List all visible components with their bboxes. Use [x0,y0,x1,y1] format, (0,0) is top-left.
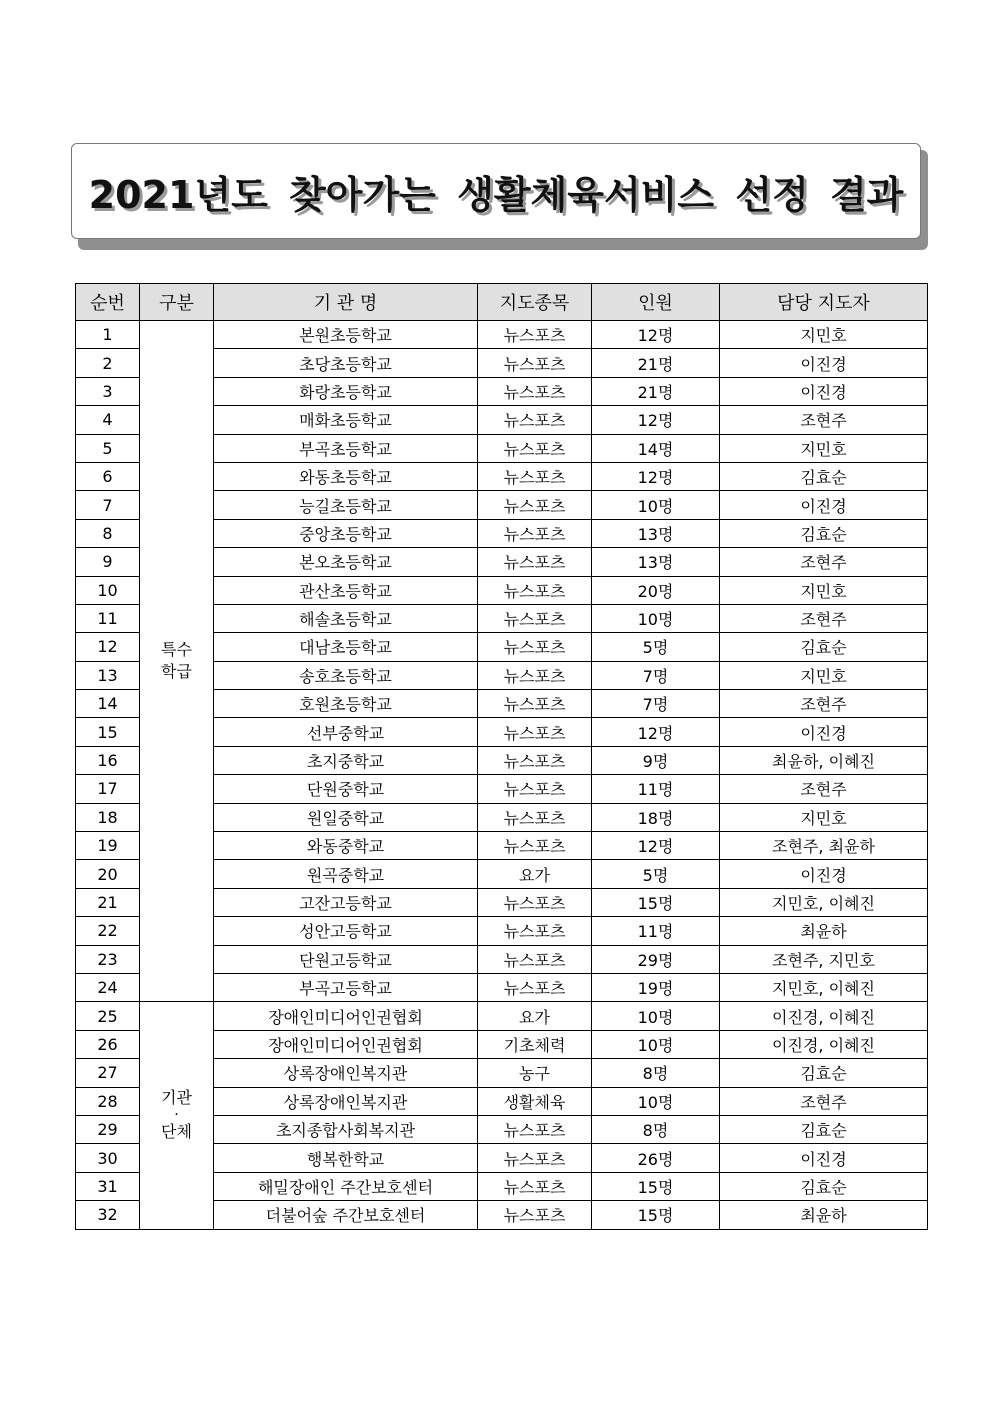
cell-organization: 매화초등학교 [214,406,478,434]
cell-no: 12 [76,633,140,661]
cell-no: 26 [76,1030,140,1058]
cell-leader: 지민호 [720,661,928,689]
header-category: 구분 [140,284,214,321]
cell-count: 21명 [592,377,720,405]
category-separator: · [174,1107,179,1124]
cell-no: 32 [76,1201,140,1229]
cell-leader: 김효순 [720,519,928,547]
cell-sport: 뉴스포츠 [478,945,592,973]
cell-sport: 뉴스포츠 [478,406,592,434]
cell-leader: 조현주 [720,548,928,576]
cell-no: 19 [76,832,140,860]
cell-count: 11명 [592,775,720,803]
cell-organization: 본오초등학교 [214,548,478,576]
cell-count: 10명 [592,491,720,519]
cell-organization: 행복한학교 [214,1144,478,1172]
cell-leader: 최윤하 [720,917,928,945]
cell-count: 12명 [592,832,720,860]
cell-count: 5명 [592,860,720,888]
cell-no: 10 [76,576,140,604]
cell-no: 29 [76,1115,140,1143]
cell-no: 13 [76,661,140,689]
page-title: 2021년도 찾아가는 생활체육서비스 선정 결과 [88,172,904,217]
cell-sport: 요가 [478,860,592,888]
cell-sport: 뉴스포츠 [478,775,592,803]
cell-sport: 뉴스포츠 [478,576,592,604]
header-count: 인원 [592,284,720,321]
cell-count: 5명 [592,633,720,661]
cell-organization: 와동중학교 [214,832,478,860]
cell-leader: 지민호 [720,434,928,462]
cell-sport: 뉴스포츠 [478,1144,592,1172]
cell-organization: 단원중학교 [214,775,478,803]
cell-sport: 뉴스포츠 [478,1115,592,1143]
cell-leader: 김효순 [720,633,928,661]
cell-no: 15 [76,718,140,746]
cell-count: 7명 [592,661,720,689]
cell-category [140,1002,214,1229]
cell-count: 12명 [592,406,720,434]
cell-sport: 뉴스포츠 [478,491,592,519]
cell-no: 18 [76,803,140,831]
cell-count: 10명 [592,1030,720,1058]
cell-count: 18명 [592,803,720,831]
cell-leader: 조현주 [720,604,928,632]
cell-sport: 뉴스포츠 [478,321,592,349]
cell-leader: 지민호 [720,576,928,604]
cell-no: 30 [76,1144,140,1172]
cell-organization: 단원고등학교 [214,945,478,973]
cell-organization: 장애인미디어인권협회 [214,1002,478,1030]
cell-organization: 중앙초등학교 [214,519,478,547]
cell-leader: 김효순 [720,1115,928,1143]
cell-organization: 부곡고등학교 [214,973,478,1001]
cell-sport: 뉴스포츠 [478,746,592,774]
cell-leader: 조현주, 지민호 [720,945,928,973]
cell-no: 14 [76,690,140,718]
cell-organization: 호원초등학교 [214,690,478,718]
cell-sport: 뉴스포츠 [478,548,592,576]
cell-leader: 조현주 [720,406,928,434]
cell-leader: 조현주 [720,690,928,718]
cell-leader: 이진경, 이혜진 [720,1002,928,1030]
cell-leader: 지민호, 이혜진 [720,888,928,916]
cell-organization: 상록장애인복지관 [214,1087,478,1115]
cell-organization: 초지종합사회복지관 [214,1115,478,1143]
cell-count: 11명 [592,917,720,945]
cell-organization: 화랑초등학교 [214,377,478,405]
cell-count: 19명 [592,973,720,1001]
cell-no: 11 [76,604,140,632]
table-body [76,321,928,1230]
cell-count: 14명 [592,434,720,462]
cell-count: 8명 [592,1115,720,1143]
cell-leader: 김효순 [720,1059,928,1087]
cell-sport: 뉴스포츠 [478,973,592,1001]
cell-count: 12명 [592,321,720,349]
cell-category [140,321,214,1002]
cell-sport: 요가 [478,1002,592,1030]
cell-leader: 이진경 [720,1144,928,1172]
cell-count: 13명 [592,519,720,547]
cell-sport: 뉴스포츠 [478,604,592,632]
cell-leader: 조현주 [720,775,928,803]
cell-organization: 원일중학교 [214,803,478,831]
cell-sport: 뉴스포츠 [478,519,592,547]
cell-leader: 지민호 [720,321,928,349]
cell-sport: 뉴스포츠 [478,633,592,661]
cell-no: 7 [76,491,140,519]
cell-organization: 초당초등학교 [214,349,478,377]
cell-leader: 김효순 [720,462,928,490]
cell-leader: 조현주 [720,1087,928,1115]
cell-organization: 초지중학교 [214,746,478,774]
cell-leader: 이진경 [720,718,928,746]
category-line2: 단체 [161,1122,192,1142]
cell-sport: 뉴스포츠 [478,803,592,831]
cell-no: 8 [76,519,140,547]
table-row [76,1002,928,1030]
cell-no: 25 [76,1002,140,1030]
cell-count: 10명 [592,604,720,632]
cell-organization: 대남초등학교 [214,633,478,661]
cell-leader: 조현주, 최윤하 [720,832,928,860]
title-box [71,143,921,239]
cell-count: 13명 [592,548,720,576]
header-sport: 지도종목 [478,284,592,321]
cell-sport: 뉴스포츠 [478,434,592,462]
cell-count: 7명 [592,690,720,718]
cell-organization: 더불어숲 주간보호센터 [214,1201,478,1229]
cell-leader: 지민호, 이혜진 [720,973,928,1001]
cell-count: 15명 [592,1172,720,1200]
cell-organization: 관산초등학교 [214,576,478,604]
category-line1: 기관 [161,1088,192,1108]
cell-count: 15명 [592,888,720,916]
results-table [75,283,928,1230]
cell-no: 16 [76,746,140,774]
cell-count: 21명 [592,349,720,377]
cell-no: 23 [76,945,140,973]
cell-sport: 뉴스포츠 [478,690,592,718]
header-no: 순번 [76,284,140,321]
cell-no: 28 [76,1087,140,1115]
cell-organization: 부곡초등학교 [214,434,478,462]
cell-count: 12명 [592,718,720,746]
cell-sport: 뉴스포츠 [478,377,592,405]
cell-no: 1 [76,321,140,349]
cell-count: 15명 [592,1201,720,1229]
cell-organization: 성안고등학교 [214,917,478,945]
cell-organization: 원곡중학교 [214,860,478,888]
cell-no: 6 [76,462,140,490]
cell-no: 17 [76,775,140,803]
cell-no: 21 [76,888,140,916]
cell-count: 26명 [592,1144,720,1172]
cell-leader: 이진경 [720,349,928,377]
cell-count: 10명 [592,1087,720,1115]
cell-count: 29명 [592,945,720,973]
cell-count: 10명 [592,1002,720,1030]
category-line1: 특수 [161,640,192,660]
cell-organization: 장애인미디어인권협회 [214,1030,478,1058]
table-header-row [76,284,928,321]
cell-count: 9명 [592,746,720,774]
cell-leader: 최윤하 [720,1201,928,1229]
cell-sport: 뉴스포츠 [478,718,592,746]
cell-no: 3 [76,377,140,405]
cell-organization: 상록장애인복지관 [214,1059,478,1087]
cell-no: 31 [76,1172,140,1200]
cell-leader: 최윤하, 이혜진 [720,746,928,774]
cell-no: 4 [76,406,140,434]
cell-no: 22 [76,917,140,945]
cell-no: 2 [76,349,140,377]
category-line2: 학급 [161,662,192,682]
cell-sport: 기초체력 [478,1030,592,1058]
cell-leader: 이진경, 이혜진 [720,1030,928,1058]
cell-no: 9 [76,548,140,576]
cell-leader: 이진경 [720,377,928,405]
cell-no: 24 [76,973,140,1001]
cell-organization: 선부중학교 [214,718,478,746]
cell-leader: 이진경 [720,860,928,888]
cell-sport: 생활체육 [478,1087,592,1115]
cell-organization: 본원초등학교 [214,321,478,349]
cell-sport: 뉴스포츠 [478,832,592,860]
cell-count: 8명 [592,1059,720,1087]
cell-organization: 송호초등학교 [214,661,478,689]
cell-organization: 고잔고등학교 [214,888,478,916]
cell-sport: 뉴스포츠 [478,349,592,377]
cell-sport: 뉴스포츠 [478,462,592,490]
cell-leader: 지민호 [720,803,928,831]
cell-count: 12명 [592,462,720,490]
cell-no: 20 [76,860,140,888]
cell-organization: 능길초등학교 [214,491,478,519]
cell-no: 5 [76,434,140,462]
cell-no: 27 [76,1059,140,1087]
header-organization: 기 관 명 [214,284,478,321]
cell-organization: 해밀장애인 주간보호센터 [214,1172,478,1200]
cell-sport: 농구 [478,1059,592,1087]
cell-sport: 뉴스포츠 [478,888,592,916]
cell-leader: 김효순 [720,1172,928,1200]
cell-sport: 뉴스포츠 [478,1201,592,1229]
cell-count: 20명 [592,576,720,604]
header-leader: 담당 지도자 [720,284,928,321]
cell-sport: 뉴스포츠 [478,1172,592,1200]
cell-sport: 뉴스포츠 [478,661,592,689]
cell-sport: 뉴스포츠 [478,917,592,945]
table-row [76,321,928,349]
cell-organization: 해솔초등학교 [214,604,478,632]
cell-leader: 이진경 [720,491,928,519]
cell-organization: 와동초등학교 [214,462,478,490]
